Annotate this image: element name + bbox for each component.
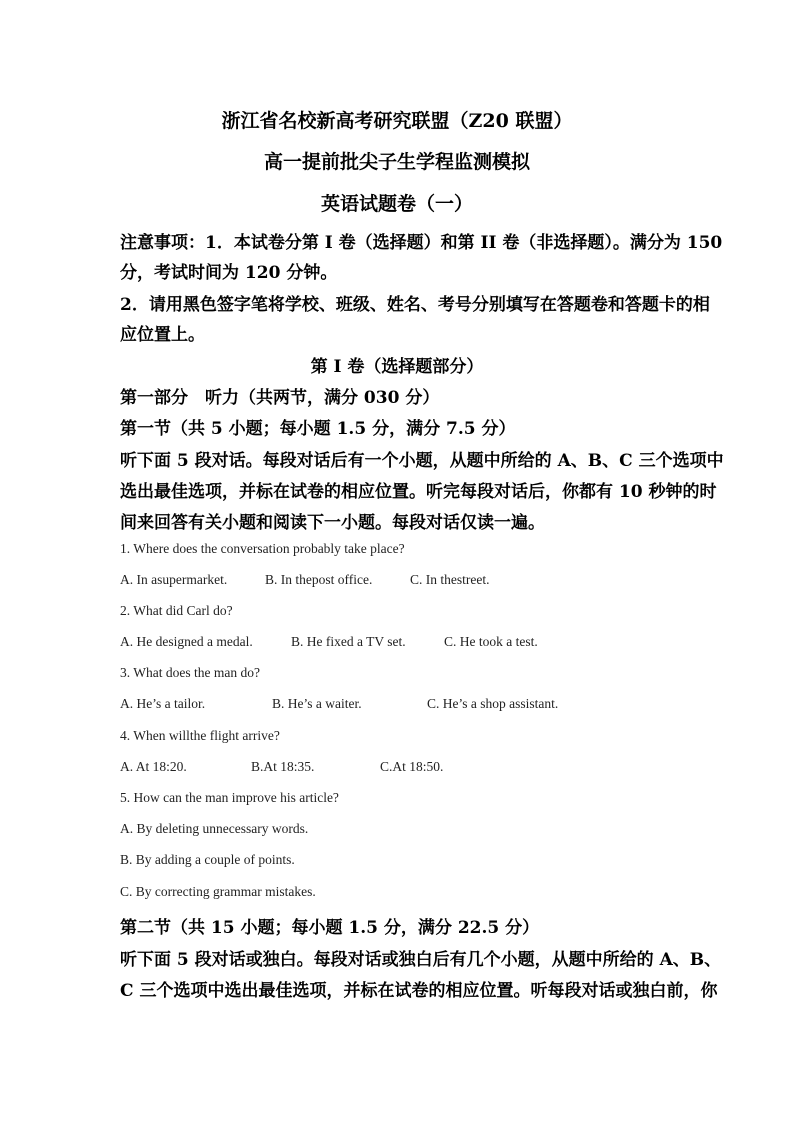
q1-option-b: B. In thepost office. <box>265 572 373 587</box>
q3-option-b: B. He’s a waiter. <box>272 696 362 711</box>
notes-line-2: 分，考试时间为 120 分钟。 <box>120 263 338 283</box>
title-line-3: 英语试题卷（一） <box>320 193 473 215</box>
q1-option-a: A. In asupermarket. <box>120 572 228 587</box>
question-2: 2. What did Carl do? <box>120 603 233 618</box>
q4-option-c: C.At 18:50. <box>380 759 444 774</box>
part-one-heading: 第一部分 听力（共两节，满分 030 分） <box>120 388 440 408</box>
instruction-line-3: 间来回答有关小题和阅读下一小题。每段对话仅读一遍。 <box>120 513 545 533</box>
section-heading: 第 I 卷（选择题部分） <box>310 357 484 377</box>
subsection-two-heading: 第二节（共 15 小题；每小题 1.5 分，满分 22.5 分） <box>120 918 540 938</box>
q3-option-a: A. He’s a tailor. <box>120 696 206 711</box>
q5-option-c: C. By correcting grammar mistakes. <box>120 884 316 899</box>
subsection-one-heading: 第一节（共 5 小题；每小题 1.5 分，满分 7.5 分） <box>120 419 516 439</box>
q1-option-c: C. In thestreet. <box>410 572 490 587</box>
q2-option-b: B. He fixed a TV set. <box>291 634 406 649</box>
instruction-2-line-1: 听下面 5 段对话或独白。每段对话或独白后有几个小题，从题中所给的 A、B、 <box>120 950 722 970</box>
notes-line-1: 注意事项：1．本试卷分第 I 卷（选择题）和第 II 卷（非选择题）。满分为 150 <box>120 233 723 253</box>
q4-option-a: A. At 18:20. <box>120 759 187 774</box>
q5-option-a: A. By deleting unnecessary words. <box>120 821 309 836</box>
instruction-2-line-2: C 三个选项中选出最佳选项，并标在试卷的相应位置。听每段对话或独白前，你 <box>120 981 718 1001</box>
question-1: 1. Where does the conversation probably take place? <box>120 541 405 556</box>
q2-option-c: C. He took a test. <box>444 634 538 649</box>
instruction-line-2: 选出最佳选项，并标在试卷的相应位置。听完每段对话后，你都有 10 秒钟的时 <box>120 482 717 502</box>
question-5: 5. How can the man improve his article? <box>120 790 339 805</box>
question-3: 3. What does the man do? <box>120 665 260 680</box>
q5-option-b: B. By adding a couple of points. <box>120 852 295 867</box>
q2-option-a: A. He designed a medal. <box>120 634 253 649</box>
instruction-line-1: 听下面 5 段对话。每段对话后有一个小题，从题中所给的 A、B、C 三个选项中 <box>120 451 724 471</box>
title-line-1: 浙江省名校新高考研究联盟（Z20 联盟） <box>221 110 573 132</box>
notes-line-4: 应位置上。 <box>120 325 205 345</box>
title-line-2: 高一提前批尖子生学程监测模拟 <box>263 151 530 173</box>
notes-line-3: 2．请用黑色签字笔将学校、班级、姓名、考号分别填写在答题卷和答题卡的相 <box>120 295 710 315</box>
q3-option-c: C. He’s a shop assistant. <box>427 696 559 711</box>
question-4: 4. When willthe flight arrive? <box>120 728 280 743</box>
q4-option-b: B.At 18:35. <box>251 759 315 774</box>
